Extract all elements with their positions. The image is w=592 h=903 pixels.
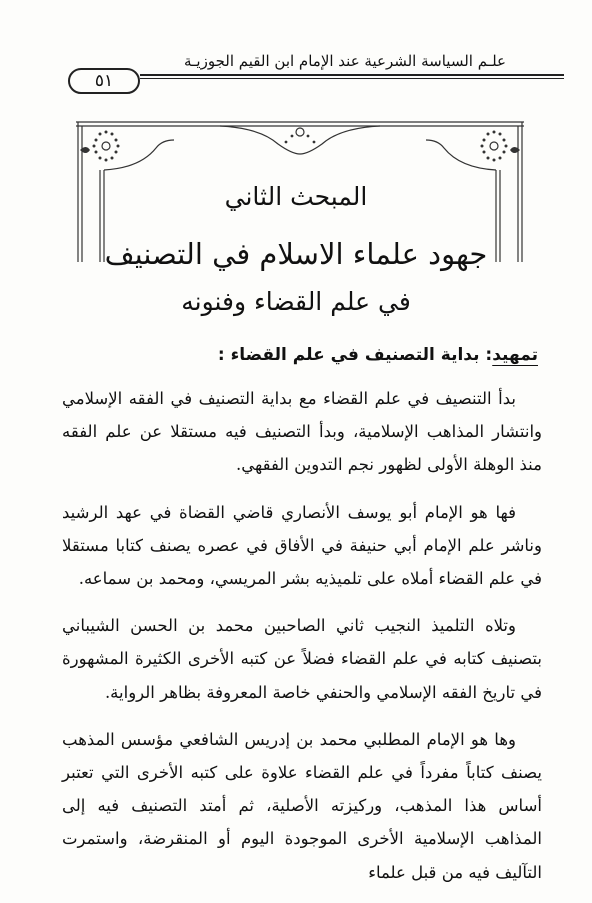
paragraph: وها هو الإمام المطلبي محمد بن إدريس الشافعي مؤسس المذهب يصنف كتاباً مفرداً في علم القضاء علاوة على كتبه الأخرى التي تعتبر أساس هذا المذهب، وركيزته الأصلية، ثم أمتد التصنيف فيه إلى المذاهب الإسلامية الأخرى الموجودة اليوم أو المنقرضة، واستمرت التآليف فيه من قبل علماء xyxy=(62,729,542,882)
running-header-title: علـم السياسة الشرعية عند الإمام ابن القيم الجوزيـة xyxy=(184,52,506,70)
right-corner-ornament xyxy=(481,131,521,162)
intro-label: تمهيد xyxy=(492,345,538,365)
page-number: ٥١ xyxy=(68,68,140,94)
paragraph: فها هو الإمام أبو يوسف الأنصاري قاضي القضاة في عهد الرشيد وناشر علم الإمام أبي حنيفة في الأفاق في عصره يصنف كتابا مستقلا في علم القضاء أملاه على تلميذيه بشر المريسي، ومحمد بن سماعه. xyxy=(62,502,542,589)
intro-text: : بداية التصنيف في علم القضاء : xyxy=(217,345,493,365)
body-text xyxy=(62,382,542,903)
paragraph: بدأ التنصيف في علم القضاء مع بداية التصنيف في الفقه الإسلامي وانتشار المذاهب الإسلامية، وبدأ التصنيف فيه مستقلا عن علم الفقه منذ الوهلة الأولى لظهور نجم التدوين الفقهي. xyxy=(62,389,542,475)
paragraph: وتلاه التلميذ النجيب ثاني الصاحبين محمد بن الحسن الشيباني بتصنيف كتابه في علم القضاء فضلاً عن كتبه الأخرى الكثيرة المشهورة في تاريخ الفقه الإسلامي والحنفي خاصة المعروفة بظاهر الرواية. xyxy=(62,616,542,702)
section-subtitle-line2: في علم القضاء وفنونه xyxy=(181,287,411,316)
header-rule xyxy=(140,74,564,76)
section-subtitle-line1: جهود علماء الاسلام في التصنيف xyxy=(104,237,488,271)
center-ornament xyxy=(285,128,316,143)
header-rule-thin xyxy=(140,78,564,79)
section-title: المبحث الثاني xyxy=(224,182,368,211)
left-corner-ornament xyxy=(80,131,120,162)
intro-heading xyxy=(70,345,538,365)
